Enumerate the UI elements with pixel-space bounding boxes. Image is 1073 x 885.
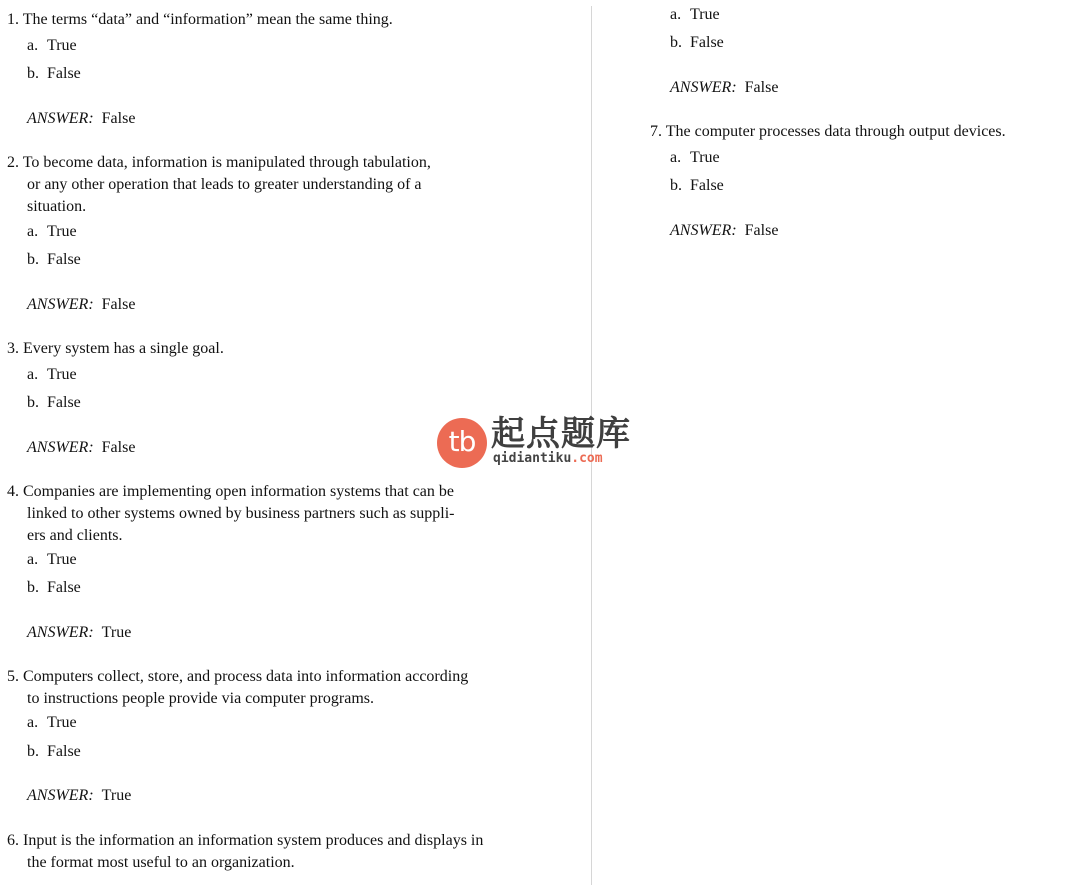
question-2-text	[7, 152, 431, 174]
question-7-text	[650, 121, 1006, 143]
option-a	[27, 550, 77, 570]
answer-label: ANSWER:	[670, 79, 737, 96]
option-letter: b.	[27, 65, 39, 82]
option-letter: b.	[27, 743, 39, 760]
question-line: To become data, information is manipulated through tabulation,	[22, 154, 431, 171]
option-letter: b.	[27, 251, 39, 268]
watermark-url-dot: .	[571, 451, 580, 466]
option-a	[670, 5, 720, 25]
answer-line	[670, 221, 778, 241]
question-3-text	[7, 338, 224, 360]
question-line: or any other operation that leads to greater understanding of a	[27, 176, 422, 193]
question-line: Every system has a single goal.	[23, 340, 224, 357]
answer-value: False	[101, 296, 136, 313]
watermark-url-main: qidiantiku	[493, 451, 572, 466]
question-1-text	[7, 9, 393, 31]
option-text: False	[47, 65, 81, 82]
question-line: linked to other systems owned by business partners such as suppli-	[27, 505, 455, 522]
question-line: situation.	[27, 198, 87, 215]
watermark-logo	[437, 416, 637, 470]
question-number: 5.	[7, 668, 19, 685]
answer-value: False	[744, 79, 779, 96]
question-line: the format most useful to an organization.	[27, 854, 295, 871]
option-text: False	[690, 34, 724, 51]
option-a	[27, 222, 77, 242]
answer-value: True	[101, 787, 132, 804]
option-b	[27, 393, 81, 413]
option-a	[670, 148, 720, 168]
option-letter: a.	[27, 366, 39, 383]
answer-line	[670, 78, 778, 98]
option-text: True	[690, 149, 720, 166]
answer-label: ANSWER:	[670, 222, 737, 239]
question-number: 3.	[7, 340, 19, 357]
option-letter: b.	[27, 579, 39, 596]
answer-line	[27, 109, 135, 129]
answer-label: ANSWER:	[27, 296, 94, 313]
option-letter: b.	[670, 177, 682, 194]
question-number: 1.	[7, 11, 19, 28]
answer-value: True	[101, 624, 132, 641]
answer-line	[27, 438, 135, 458]
option-letter: a.	[670, 6, 682, 23]
answer-line	[27, 295, 135, 315]
answer-line	[27, 623, 131, 643]
option-text: False	[47, 251, 81, 268]
question-5-text	[7, 666, 468, 688]
question-number: 7.	[650, 123, 662, 140]
option-text: False	[47, 394, 81, 411]
answer-label: ANSWER:	[27, 439, 94, 456]
question-6-text	[7, 830, 483, 852]
option-letter: b.	[27, 394, 39, 411]
option-a	[27, 713, 77, 733]
option-b	[670, 33, 724, 53]
answer-value: False	[744, 222, 779, 239]
answer-label: ANSWER:	[27, 787, 94, 804]
option-b	[27, 578, 81, 598]
answer-line	[27, 786, 131, 806]
logo-badge-icon: tb	[437, 418, 487, 468]
question-line: ers and clients.	[27, 527, 123, 544]
question-line: Computers collect, store, and process data into information according	[23, 668, 469, 685]
question-line: The computer processes data through output devices.	[665, 123, 1006, 140]
watermark-brand-text: 起点题库	[491, 414, 631, 454]
option-text: False	[47, 579, 81, 596]
option-text: True	[47, 714, 77, 731]
option-letter: a.	[670, 149, 682, 166]
question-number: 4.	[7, 483, 19, 500]
option-text: True	[47, 366, 77, 383]
question-number: 6.	[7, 832, 19, 849]
option-a	[27, 36, 77, 56]
question-line: Companies are implementing open information systems that can be	[23, 483, 455, 500]
option-text: True	[47, 37, 77, 54]
option-b	[27, 742, 81, 762]
option-b	[27, 250, 81, 270]
watermark-url	[493, 452, 603, 466]
option-text: True	[690, 6, 720, 23]
answer-label: ANSWER:	[27, 624, 94, 641]
option-letter: a.	[27, 37, 39, 54]
option-letter: a.	[27, 223, 39, 240]
question-line: The terms “data” and “information” mean the same thing.	[22, 11, 393, 28]
question-line: Input is the information an information system produces and displays in	[23, 832, 484, 849]
option-text: True	[47, 551, 77, 568]
answer-value: False	[101, 439, 136, 456]
watermark-url-tld: com	[579, 451, 603, 466]
option-text: False	[690, 177, 724, 194]
answer-label: ANSWER:	[27, 110, 94, 127]
question-number: 2.	[7, 154, 19, 171]
option-text: True	[47, 223, 77, 240]
option-letter: b.	[670, 34, 682, 51]
option-letter: a.	[27, 714, 39, 731]
question-line: to instructions people provide via computer programs.	[27, 690, 375, 707]
option-letter: a.	[27, 551, 39, 568]
answer-value: False	[101, 110, 136, 127]
option-text: False	[47, 743, 81, 760]
option-b	[670, 176, 724, 196]
option-a	[27, 365, 77, 385]
option-b	[27, 64, 81, 84]
question-4-text	[7, 481, 454, 503]
